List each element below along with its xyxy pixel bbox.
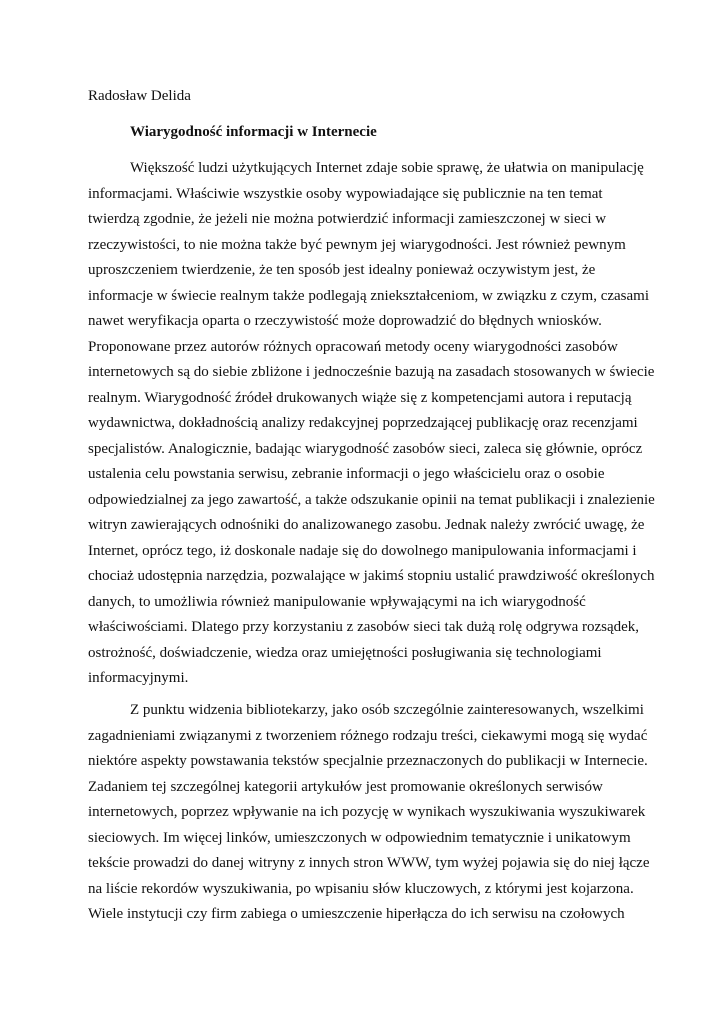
text-line: Zadaniem tej szczególnej kategorii artykułów jest promowanie określonych serwisów <box>88 778 603 795</box>
paragraph-1 <box>88 156 655 692</box>
text-line: tekście prowadzi do danej witryny z innych stron WWW, tym wyżej pojawia się do niej łącze <box>88 855 650 871</box>
document-title: Wiarygodność informacji w Internecie <box>130 124 377 140</box>
text-line: chociaż udostępnia narzędzia, pozwalające w jakimś stopniu ustalić prawdziwość określonych <box>88 568 655 584</box>
text-line: właściwościami. Dlatego przy korzystaniu z zasobów sieci tak dużą rolę odgrywa rozsądek, <box>88 619 640 635</box>
text-line: ostrożność, doświadczenie, wiedza oraz umiejętności posługiwania się technologiami <box>88 644 602 661</box>
text-line: danych, to umożliwia również manipulowanie wpływającymi na ich wiarygodność <box>88 593 586 610</box>
text-line: Większość ludzi użytkujących Internet zdaje sobie sprawę, że ułatwia on manipulację <box>130 160 644 176</box>
text-line: nawet weryfikacja oparta o rzeczywistość może doprowadzić do błędnych wniosków. <box>88 313 602 329</box>
text-line: niektóre aspekty powstawania tekstów specjalnie przeznaczonych do publikacji w Internecie. <box>88 753 648 769</box>
text-line: internetowych, poprzez wpływanie na ich pozycję w wynikach wyszukiwania wyszukiwarek <box>88 804 646 820</box>
text-line: Z punktu widzenia bibliotekarzy, jako osób szczególnie zainteresowanych, wszelkimi <box>130 702 644 718</box>
text-line: uproszczeniem twierdzenie, że ten sposób jest idealny ponieważ oczywistym jest, że <box>88 262 596 278</box>
text-line: witryn zawierających odnośniki do analizowanego zasobu. Jednak należy zwrócić uwagę, że <box>88 517 645 533</box>
text-line: Proponowane przez autorów różnych opracowań metody oceny wiarygodności zasobów <box>88 338 618 355</box>
text-line: Wiele instytucji czy firm zabiega o umieszczenie hiperłącza do ich serwisu na czołowych <box>88 906 625 922</box>
text-line: internetowych są do siebie zbliżone i jednocześnie bazują na zasadach stosowanych w świecie <box>88 364 655 380</box>
text-line: na liście rekordów wyszukiwania, po wpisaniu słów kluczowych, z którymi jest kojarzona. <box>88 880 634 897</box>
text-line: specjalistów. Analogicznie, badając wiarygodność zasobów sieci, zaleca się głównie, oprócz <box>88 440 643 457</box>
text-line: Internet, oprócz tego, iż doskonale nadaje się do dowolnego manipulowania informacjami i <box>88 542 637 559</box>
text-line: informacyjnymi. <box>88 670 189 686</box>
text-line: zagadnieniami związanymi z tworzeniem różnego rodzaju treści, ciekawymi mogą się wydać <box>88 727 648 744</box>
text-line: informacjami. Właściwie wszystkie osoby wypowiadające się publicznie na ten temat <box>88 185 603 202</box>
text-line: ustalenia celu powstania serwisu, zebranie informacji o jego właścicielu oraz o osobie <box>88 466 605 482</box>
text-line: rzeczywistości, to nie można także być pewnym jej wiarygodności. Jest również pewnym <box>88 236 626 253</box>
author-name: Radosław Delida <box>88 88 191 104</box>
text-line: twierdzą zgodnie, że jeżeli nie można potwierdzić informacji zamieszczonej w sieci w <box>88 211 607 227</box>
text-line: sieciowych. Im więcej linków, umieszczonych w odpowiednim tematycznie i unikatowym <box>88 829 631 846</box>
paragraph-2 <box>88 698 650 928</box>
text-line: informacje w świecie realnym także podlegają zniekształceniom, w związku z czym, czasami <box>88 287 649 304</box>
text-line: odpowiedzialnej za jego zawartość, a także odszukanie opinii na temat publikacji i znalezienie <box>88 491 655 508</box>
text-line: realnym. Wiarygodność źródeł drukowanych wiąże się z kompetencjami autora i reputacją <box>88 389 632 406</box>
text-line: wydawnictwa, dokładnością analizy redakcyjnej poprzedzającej publikację oraz recenzjami <box>88 415 638 431</box>
